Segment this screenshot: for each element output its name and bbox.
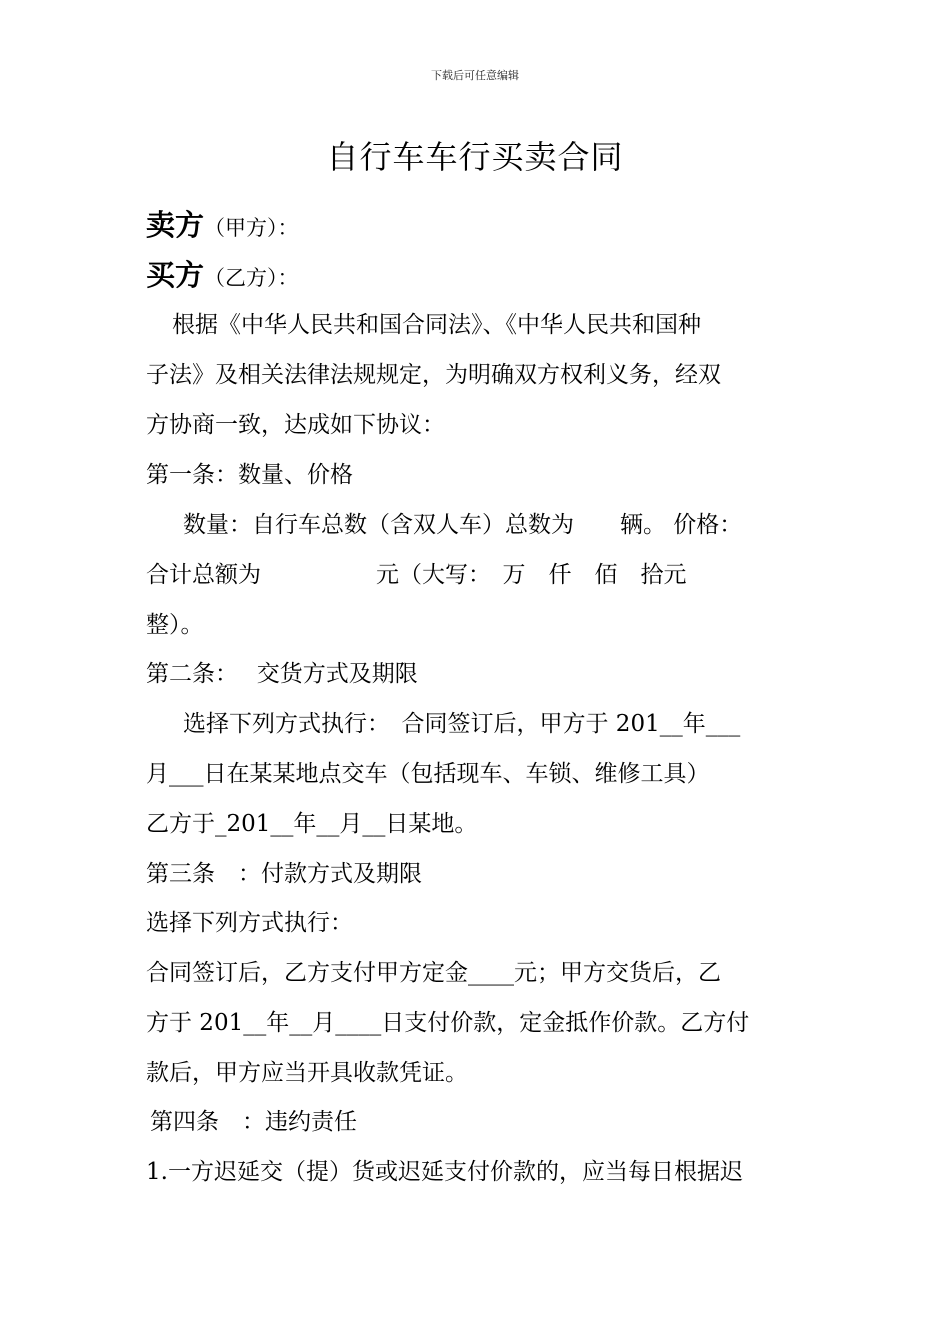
article-2-line: 选择下列方式执行： 合同签订后，甲方于 201__年___ <box>183 711 741 737</box>
article-3-line: 合同签订后，乙方支付甲方定金____元；甲方交货后，乙 <box>146 960 721 986</box>
seller-line <box>146 210 826 243</box>
header-note: 下载后可任意编辑 <box>431 69 519 82</box>
intro-line: 方协商一致，达成如下协议： <box>146 412 445 438</box>
article-4-line: 1.一方迟延交（提）货或迟延支付价款的，应当每日根据迟 <box>146 1159 743 1185</box>
buyer-line <box>146 260 826 293</box>
article-3-heading: 第三条 ：付款方式及期限 <box>146 861 422 887</box>
article-2-line: 乙方于_201__年__月__日某地。 <box>146 811 478 837</box>
article-1-heading: 第一条：数量、价格 <box>146 462 353 488</box>
article-2-heading: 第二条： 交货方式及期限 <box>146 661 418 687</box>
buyer-role: 买方 <box>146 258 205 292</box>
buyer-paren: （乙方）： <box>204 266 299 290</box>
article-3-line: 选择下列方式执行： <box>146 910 353 936</box>
article-3-line: 款后，甲方应当开具收款凭证。 <box>146 1060 468 1086</box>
seller-paren: （甲方）： <box>204 216 299 240</box>
intro-line: 根据《中华人民共和国合同法》、《中华人民共和国种 <box>172 312 701 338</box>
article-4-heading: 第四条 ：违约责任 <box>150 1109 357 1135</box>
article-2-line: 月___日在某某地点交车（包括现车、车锁、维修工具） <box>146 761 710 787</box>
intro-line: 子法》及相关法律法规规定，为明确双方权利义务，经双 <box>146 362 721 388</box>
seller-role: 卖方 <box>146 208 205 242</box>
article-3-line: 方于 201__年__月____日支付价款，定金抵作价款。乙方付 <box>146 1010 750 1036</box>
article-1-line: 合计总额为 元（大写： 万 仟 佰 拾元 <box>146 562 687 588</box>
article-1-line: 数量：自行车总数（含双人车）总数为 辆。 价格： <box>183 512 743 538</box>
article-1-line: 整）。 <box>146 612 204 638</box>
document-title: 自行车车行买卖合同 <box>326 138 624 176</box>
